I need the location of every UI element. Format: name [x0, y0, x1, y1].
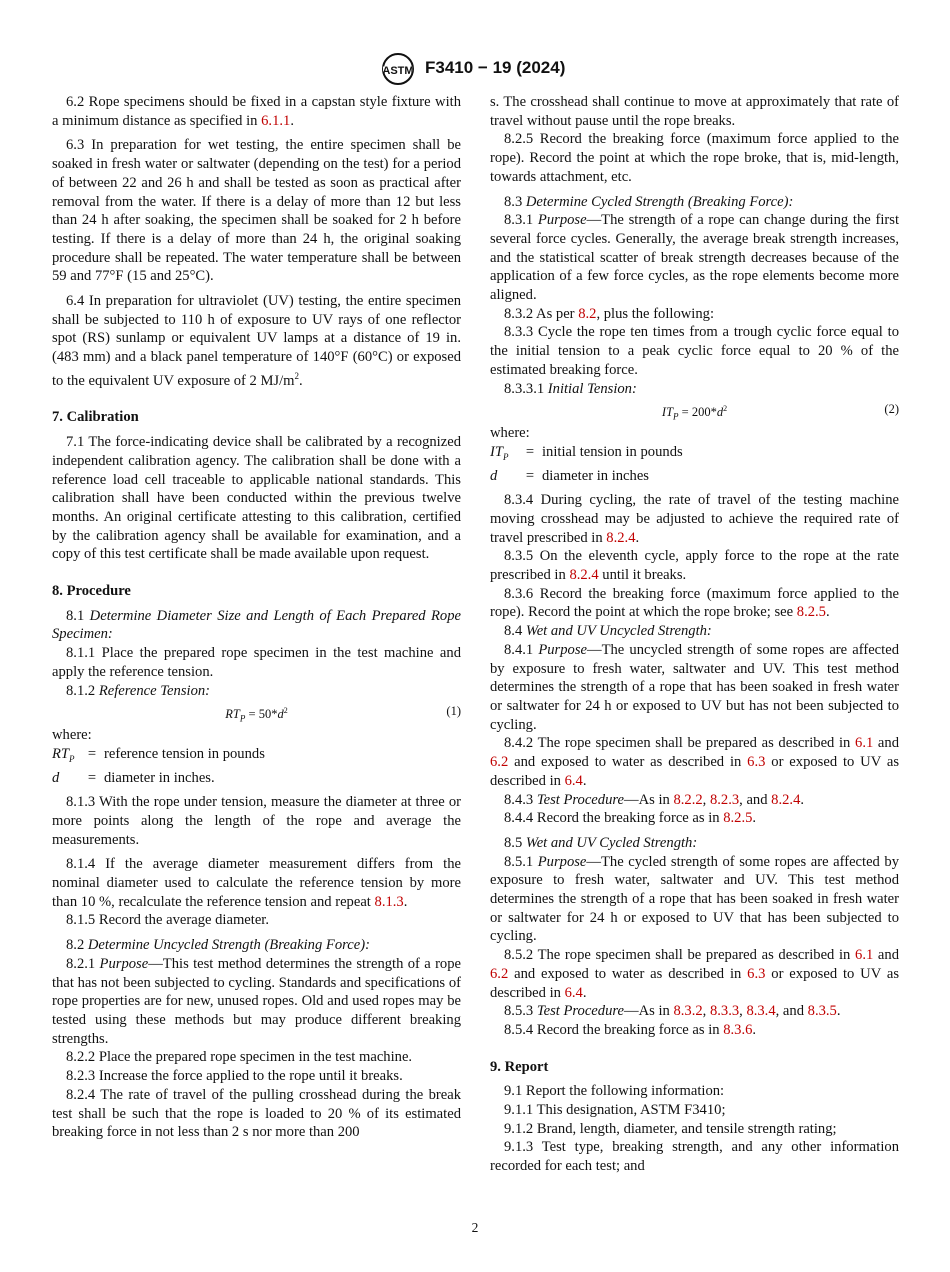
xref-link[interactable]: 8.3.6 — [723, 1021, 753, 1038]
xref-link[interactable]: 6.4 — [564, 772, 583, 789]
xref-link[interactable]: 8.3.2 — [673, 1003, 703, 1020]
paragraph-8-1-2: 8.1.2 Reference Tension: — [66, 682, 211, 699]
paragraph-8-1: 8.1 Determine Diameter Size and Length of Each Prepared Rope Specimen: — [52, 607, 462, 643]
where-label: where: — [490, 425, 530, 442]
definition-row: $RT_P$ = reference tension in pounds — [52, 745, 265, 764]
paragraph-7-1: 7.1 The force-indicating device shall be calibrated by a recognized independent calibration agency. The calibration shall be done with a reference load cell traceable to applicable national standards. This calibration shall have been conducted within the previous twelve months. An original certificate attesting to this calibration, certified by the calibration agency shall be available for examination, and a copy of this test certificate shall be made available upon request. — [52, 434, 461, 563]
paragraph-8-3-5: 8.3.5 On the eleventh cycle, apply force to the rope at the rate prescribed in 8.2.4 until it breaks. — [490, 548, 899, 584]
paragraph-9-1-3: 9.1.3 Test type, breaking strength, and any other information recorded for each test; and — [490, 1139, 899, 1175]
paragraph-8-2-4-continued: s. The crosshead shall continue to move at approximately that rate of travel without pause until the rope breaks. — [490, 94, 899, 129]
paragraph-8-3-4: 8.3.4 During cycling, the rate of travel of the testing machine moving crosshead may be adjusted to achieve the required rate of travel prescribed in 8.2.4. — [490, 492, 899, 546]
paragraph-8-4: 8.4 Wet and UV Uncycled Strength: — [504, 623, 712, 640]
section-heading-procedure: 8. Procedure — [52, 583, 131, 600]
paragraph-9-1-1: 9.1.1 This designation, ASTM F3410; — [504, 1102, 726, 1119]
xref-link[interactable]: 8.2.3 — [709, 791, 740, 808]
xref-link[interactable]: 6.3 — [747, 965, 766, 982]
svg-text:ASTM: ASTM — [382, 65, 414, 77]
paragraph-8-4-4: 8.4.4 Record the breaking force as in 8.2.5. — [504, 810, 757, 827]
xref-link[interactable]: 6.2 — [490, 754, 509, 771]
paragraph-8-2-4: 8.2.4 The rate of travel of the pulling crosshead during the break test shall be such that the rope is loaded to 20 % of its estimated breaking force in not less than 2 s nor more than 200 — [52, 1086, 461, 1141]
xref-link[interactable]: 6.1 — [855, 947, 874, 964]
paragraph-8-5: 8.5 Wet and UV Cycled Strength: — [504, 834, 698, 851]
paragraph-8-2-5: 8.2.5 Record the breaking force (maximum force applied to the rope). Record the point at which the rope broke, that is, mid-length, towards attachment, etc. — [490, 131, 899, 185]
xref-link[interactable]: 6.2 — [490, 965, 509, 982]
xref-link[interactable]: 8.2.4 — [771, 791, 801, 808]
paragraph-8-2-2: 8.2.2 Place the prepared rope specimen in the test machine. — [66, 1049, 413, 1066]
xref-link[interactable]: 8.3.3 — [709, 1003, 740, 1020]
paragraph-6-4: 6.4 In preparation for ultraviolet (UV) testing, the entire specimen shall be subjected to 110 h of exposure to UV rays of one reflector spot (RS) sunlamp or equivalent UV lamps at a distance of 19 in. (483 mm) and a black panel temperature of 140°F (60°C) or exposed to the equivalent UV exposure of 2 $MJ/m^2$. — [52, 293, 461, 389]
equation-number: (1) — [446, 704, 461, 719]
paragraph-6-2: 6.2 Rope specimens should be fixed in a capstan style fixture with a minimum distance as specified in 6.1.1. — [52, 94, 461, 129]
paragraph-8-1-3: 8.1.3 With the rope under tension, measure the diameter at three or more points along the length of the rope and average the measurements. — [52, 794, 461, 848]
page-number: 2 — [471, 1220, 479, 1235]
section-heading-report: 9. Report — [490, 1058, 549, 1075]
definition-row: d = diameter in inches. — [52, 769, 215, 786]
xref-link[interactable]: 8.3.5 — [807, 1003, 837, 1020]
section-heading-calibration: 7. Calibration — [52, 409, 139, 426]
paragraph-8-3: 8.3 Determine Cycled Strength (Breaking Force): — [504, 193, 794, 210]
paragraph-8-2: 8.2 Determine Uncycled Strength (Breaking Force): — [66, 937, 370, 954]
paragraph-8-5-4: 8.5.4 Record the breaking force as in 8.3.6. — [504, 1021, 757, 1038]
xref-link[interactable]: 6.4 — [564, 984, 583, 1001]
paragraph-8-1-5: 8.1.5 Record the average diameter. — [66, 912, 270, 929]
paragraph-8-5-3: 8.5.3 Test Procedure—As in 8.3.2, 8.3.3, 8.3.4, and 8.3.5. — [504, 1003, 841, 1020]
paragraph-8-3-2: 8.3.2 As per 8.2, plus the following: — [504, 305, 714, 322]
xref-link[interactable]: 6.1.1 — [261, 112, 291, 129]
astm-logo-icon — [380, 52, 416, 86]
paragraph-8-4-2: 8.4.2 The rope specimen shall be prepared as described in 6.1 and 6.2 and exposed to water as described in 6.3 or exposed to UV as described in 6.4. — [490, 735, 899, 789]
xref-link[interactable]: 8.2.5 — [723, 810, 753, 827]
xref-link[interactable]: 8.3.4 — [746, 1003, 776, 1020]
paragraph-8-5-1: 8.5.1 Purpose—The cycled strength of some ropes are affected by exposure to fresh water, saltwater and UV. This test method determines the strength of a rope that has been soaked in fresh water or saltwater for 24 h or exposed to UV that has been subjected to cycling. — [490, 853, 900, 945]
paragraph-8-2-1: 8.2.1 Purpose—This test method determines the strength of a rope that has not been subjected to cycling. Standards and specifications of rope properties are for new, unused ropes. Old and used ropes may be tested using these methods but may produce different breaking strengths. — [52, 955, 462, 1047]
definition-row: d = diameter in inches — [490, 467, 649, 484]
xref-link[interactable]: 8.2.2 — [673, 791, 703, 808]
xref-link[interactable]: 8.2 — [578, 305, 597, 322]
paragraph-8-3-1: 8.3.1 Purpose—The strength of a rope can change during the first several force cycles. Generally, the average break strength increases, and the statistical scatter of break strength decreases because of the application of a few force cycles, as the rope elements become more aligned. — [490, 212, 899, 304]
equation-1: $RT_P = 50*d^2$ (1) — [225, 704, 461, 724]
paragraph-8-3-6: 8.3.6 Record the breaking force (maximum force applied to the rope). Record the point at which the rope broke; see 8.2.5. — [490, 585, 899, 621]
paragraph-9-1: 9.1 Report the following information: — [504, 1083, 725, 1100]
paragraph-9-1-2: 9.1.2 Brand, length, diameter, and tensile strength rating; — [504, 1120, 837, 1137]
paragraph-8-1-1: 8.1.1 Place the prepared rope specimen in the test machine and apply the reference tension. — [52, 645, 461, 680]
paragraph-8-3-3: 8.3.3 Cycle the rope ten times from a trough cyclic force equal to the initial tension to a peak cyclic force equal to 20 % of the estimated breaking force. — [490, 324, 899, 378]
equation-2: $IT_P = 200*d^2$ (2) — [661, 402, 899, 422]
xref-link[interactable]: 8.2.4 — [606, 529, 636, 546]
paragraph-8-3-3-1: 8.3.3.1 Initial Tension: — [504, 380, 637, 397]
paragraph-8-4-1: 8.4.1 Purpose—The uncycled strength of some ropes are affected by exposure to fresh water, saltwater and UV. This test method determines the strength of a rope that has been soaked in fresh water or saltwater for 24 h or exposed to UV but has not been subjected to cycling. — [490, 641, 899, 733]
paragraph-8-4-3: 8.4.3 Test Procedure—As in 8.2.2, 8.2.3, and 8.2.4. — [504, 791, 805, 808]
paragraph-8-1-4: 8.1.4 If the average diameter measurement differs from the nominal diameter used to calculate the reference tension by more than 10 %, recalculate the reference tension and repeat 8.1.3. — [52, 856, 461, 910]
xref-link[interactable]: 8.1.3 — [374, 893, 404, 910]
left-column — [52, 93, 461, 1142]
paragraph-6-3: 6.3 In preparation for wet testing, the entire specimen shall be soaked in fresh water or saltwater (depending on the test) for a period of between 22 and 26 h and shall be tested as soon as practical after removal from the water. If there is a delay of more than 12 but less than 24 h after soaking, the specimen shall be soaked for 2 h before testing. If there is a delay of more than 24 h, the original soaking procedure shall be repeated. The water temperature shall be between 59 and 77°F (15 and 25°C). — [52, 137, 461, 285]
xref-link[interactable]: 8.2.4 — [569, 567, 599, 584]
definition-row: $IT_P$ = initial tension in pounds — [490, 443, 683, 462]
where-label: where: — [52, 727, 92, 744]
xref-link[interactable]: 8.2.5 — [796, 604, 826, 621]
paragraph-8-2-3: 8.2.3 Increase the force applied to the rope until it breaks. — [66, 1068, 403, 1085]
right-column — [490, 93, 899, 1176]
document-designation: F3410 − 19 (2024) — [425, 58, 566, 77]
page-header — [0, 52, 950, 84]
xref-link[interactable]: 6.3 — [747, 754, 766, 771]
xref-link[interactable]: 6.1 — [855, 735, 874, 752]
equation-number: (2) — [884, 402, 899, 417]
paragraph-8-5-2: 8.5.2 The rope specimen shall be prepared as described in 6.1 and 6.2 and exposed to water as described in 6.3 or exposed to UV as described in 6.4. — [490, 947, 899, 1001]
